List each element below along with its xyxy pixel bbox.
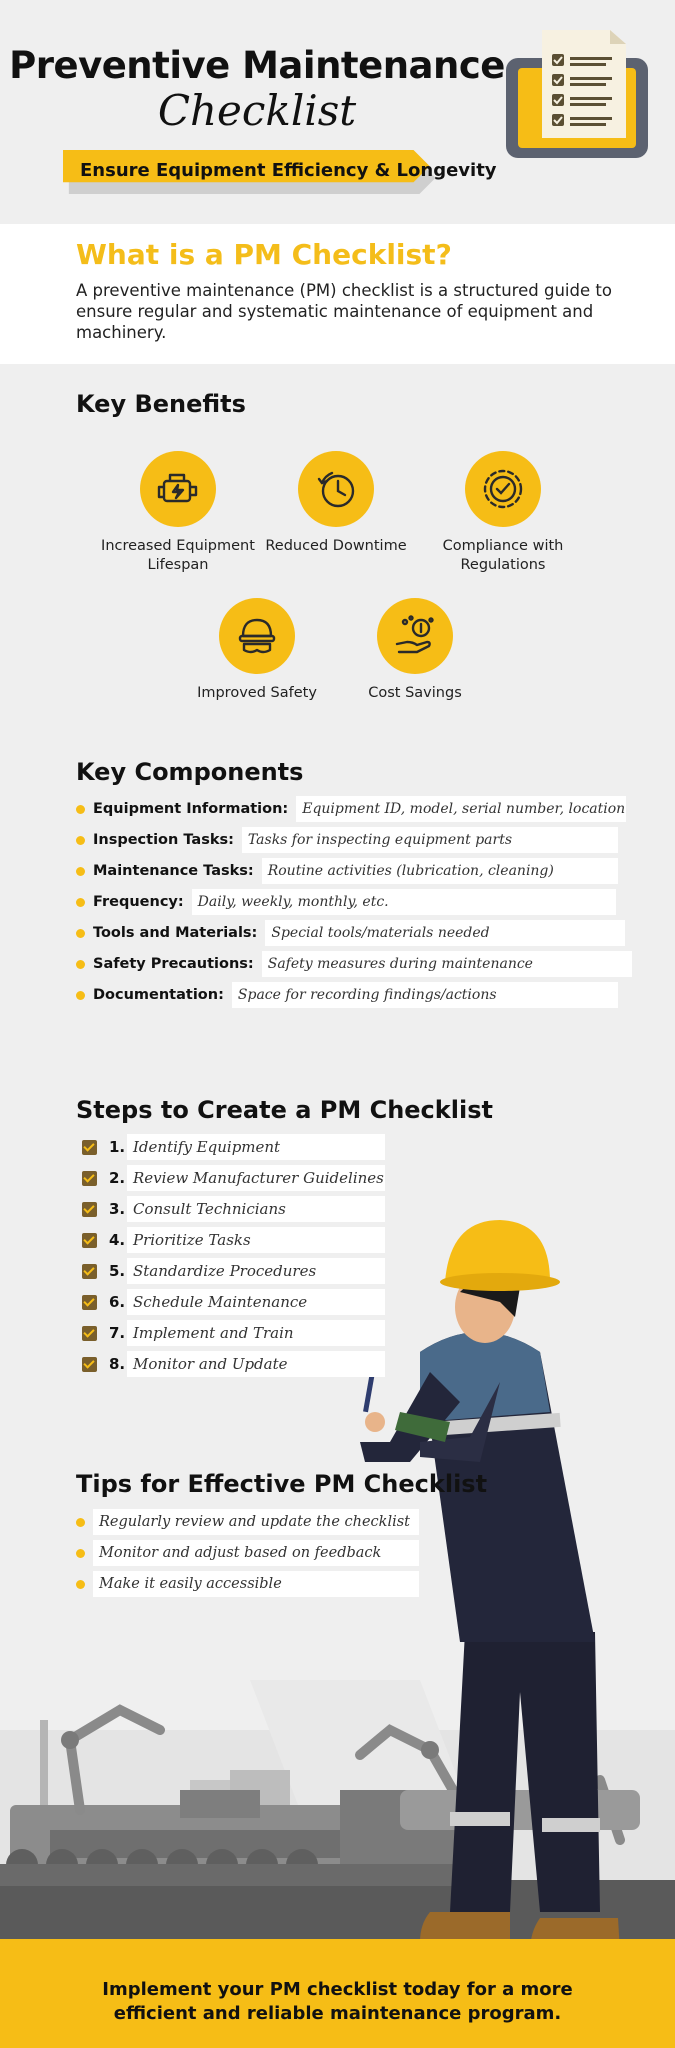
- component-value: Routine activities (lubrication, cleaning): [262, 858, 618, 884]
- benefit-cost: [325, 598, 505, 703]
- step-item: [82, 1258, 385, 1284]
- step-item: [82, 1165, 385, 1191]
- step-item: [82, 1196, 385, 1222]
- component-key: Tools and Materials:: [93, 925, 258, 941]
- component-item: [76, 920, 625, 946]
- bullet-dot: [76, 867, 85, 876]
- checkbox-checked-icon: [82, 1264, 97, 1279]
- component-item: [76, 796, 626, 822]
- benefit-label: Improved Safety: [197, 685, 317, 701]
- checkbox-checked-icon: [82, 1326, 97, 1341]
- step-item: [82, 1351, 385, 1377]
- checkbox-checked-icon: [82, 1357, 97, 1372]
- step-number: 7.: [109, 1324, 126, 1342]
- component-key: Equipment Information:: [93, 801, 289, 817]
- bullet-dot: [76, 1518, 85, 1527]
- title-line2: Checklist: [157, 86, 357, 135]
- tips-heading: Tips for Effective PM Checklist: [76, 1470, 488, 1498]
- step-item: [82, 1134, 385, 1160]
- benefit-compliance: [413, 451, 593, 575]
- component-key: Maintenance Tasks:: [93, 863, 254, 879]
- components-heading: Key Components: [76, 758, 304, 786]
- step-text: Prioritize Tasks: [127, 1227, 385, 1253]
- checkbox-checked-icon: [82, 1140, 97, 1155]
- benefit-label: Increased Equipment Lifespan: [101, 538, 255, 573]
- tip-item: [76, 1540, 419, 1566]
- component-key: Documentation:: [93, 987, 224, 1003]
- bullet-dot: [76, 929, 85, 938]
- component-value: Daily, weekly, monthly, etc.: [192, 889, 616, 915]
- footer-line2: efficient and reliable maintenance program.: [113, 2003, 562, 2024]
- checkbox-checked-icon: [82, 1171, 97, 1186]
- step-text: Standardize Procedures: [127, 1258, 385, 1284]
- step-number: 1.: [109, 1138, 126, 1156]
- step-item: [82, 1320, 385, 1346]
- component-value: Equipment ID, model, serial number, location: [296, 796, 626, 822]
- step-number: 2.: [109, 1169, 126, 1187]
- tip-item: [76, 1509, 419, 1535]
- component-value: Tasks for inspecting equipment parts: [242, 827, 618, 853]
- step-text: Review Manufacturer Guidelines: [127, 1165, 385, 1191]
- benefit-safety: [167, 598, 347, 703]
- footer-text: [60, 1978, 615, 2026]
- engine-icon: [154, 465, 202, 513]
- safety-helmet-icon: [233, 612, 281, 660]
- component-item: [76, 858, 618, 884]
- tip-item: [76, 1571, 419, 1597]
- bullet-dot: [76, 898, 85, 907]
- component-value: Special tools/materials needed: [265, 920, 625, 946]
- component-key: Inspection Tasks:: [93, 832, 234, 848]
- component-item: [76, 951, 632, 977]
- bullet-dot: [76, 991, 85, 1000]
- bullet-dot: [76, 836, 85, 845]
- benefits-heading: Key Benefits: [76, 390, 246, 418]
- tip-text: Make it easily accessible: [93, 1571, 419, 1597]
- footer-line1: Implement your PM checklist today for a more: [102, 1979, 573, 2000]
- steps-heading: Steps to Create a PM Checklist: [76, 1096, 493, 1124]
- banner-text: Ensure Equipment Efficiency & Longevity: [80, 160, 497, 181]
- step-number: 4.: [109, 1231, 126, 1249]
- step-item: [82, 1289, 385, 1315]
- step-text: Monitor and Update: [127, 1351, 385, 1377]
- component-value: Space for recording findings/actions: [232, 982, 618, 1008]
- title-line1: Preventive Maintenance: [9, 44, 505, 87]
- benefit-label: Cost Savings: [368, 685, 462, 701]
- checkbox-checked-icon: [82, 1233, 97, 1248]
- step-text: Identify Equipment: [127, 1134, 385, 1160]
- step-number: 5.: [109, 1262, 126, 1280]
- step-text: Consult Technicians: [127, 1196, 385, 1222]
- benefit-lifespan: [88, 451, 268, 575]
- clock-icon: [312, 465, 360, 513]
- bullet-dot: [76, 805, 85, 814]
- tip-text: Monitor and adjust based on feedback: [93, 1540, 419, 1566]
- component-key: Frequency:: [93, 894, 184, 910]
- step-item: [82, 1227, 385, 1253]
- step-number: 6.: [109, 1293, 126, 1311]
- component-item: [76, 889, 616, 915]
- component-value: Safety measures during maintenance: [262, 951, 632, 977]
- step-text: Schedule Maintenance: [127, 1289, 385, 1315]
- step-number: 3.: [109, 1200, 126, 1218]
- component-item: [76, 982, 618, 1008]
- component-key: Safety Precautions:: [93, 956, 254, 972]
- checklist-tablet-icon: [502, 26, 652, 166]
- step-text: Implement and Train: [127, 1320, 385, 1346]
- money-hand-icon: [391, 612, 439, 660]
- benefit-downtime: [246, 451, 426, 556]
- bullet-dot: [76, 1580, 85, 1589]
- checkbox-checked-icon: [82, 1295, 97, 1310]
- component-item: [76, 827, 618, 853]
- benefit-label: Compliance with Regulations: [442, 538, 564, 573]
- compliance-gear-icon: [479, 465, 527, 513]
- step-number: 8.: [109, 1355, 126, 1373]
- bullet-dot: [76, 960, 85, 969]
- checkbox-checked-icon: [82, 1202, 97, 1217]
- benefit-label: Reduced Downtime: [265, 538, 407, 554]
- what-heading: What is a PM Checklist?: [76, 238, 452, 271]
- tip-text: Regularly review and update the checklist: [93, 1509, 419, 1535]
- what-text: A preventive maintenance (PM) checklist is a structured guide to ensure regular and systematic maintenance of equipment and machinery.: [76, 281, 612, 342]
- bullet-dot: [76, 1549, 85, 1558]
